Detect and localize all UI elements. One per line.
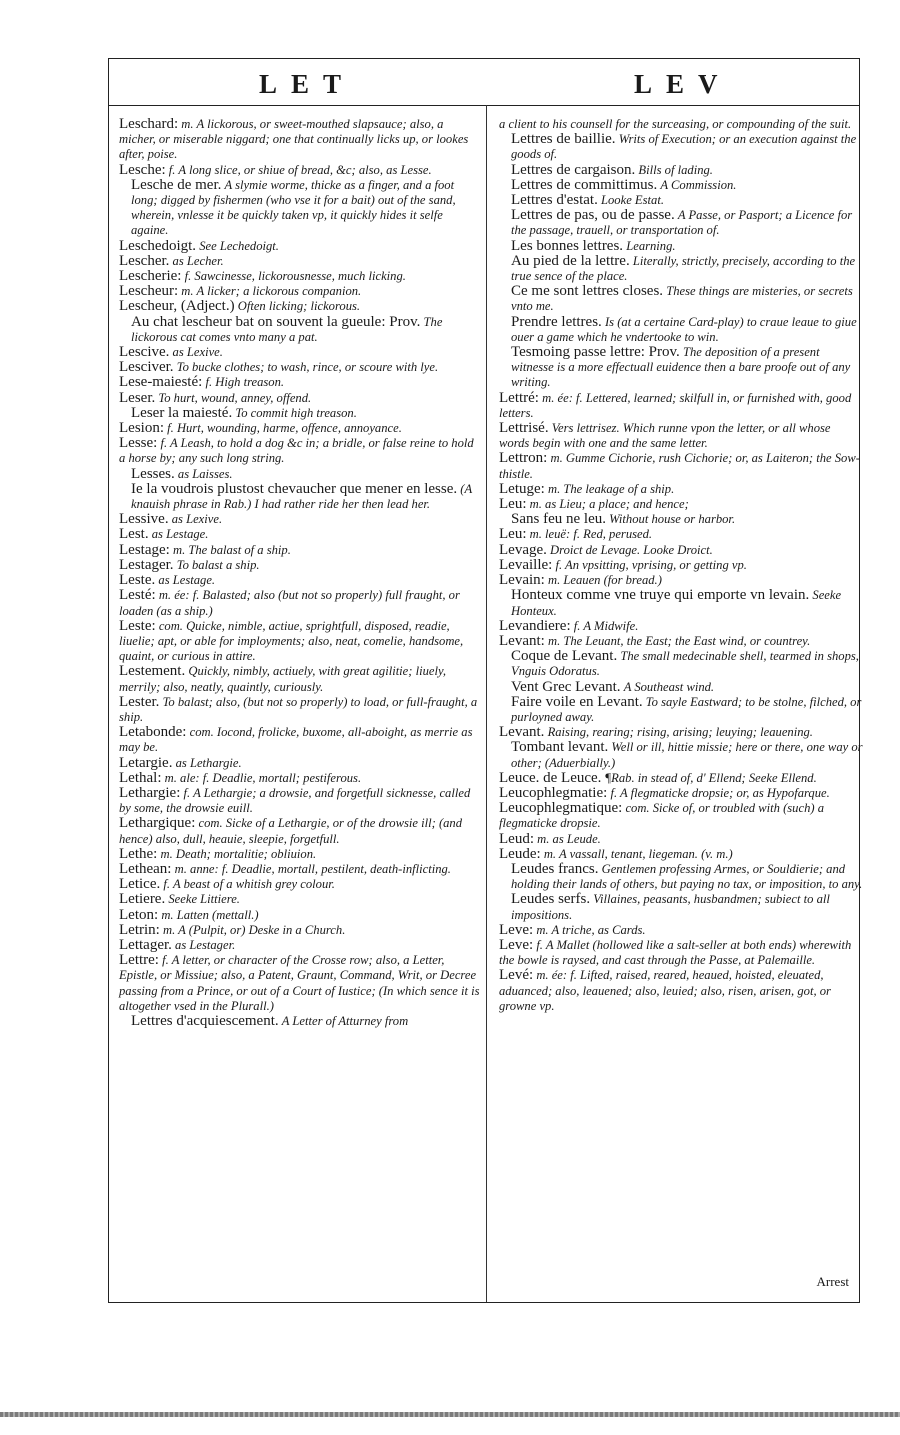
headword: Leser. [119, 389, 156, 406]
dictionary-entry [499, 771, 863, 786]
headword: Au pied de la lettre. [511, 252, 630, 269]
definition: m. ale: f. Deadlie, mortall; pestiferous. [164, 770, 362, 785]
dictionary-entry [499, 239, 863, 254]
dictionary-entry [499, 832, 863, 847]
headword: Leschedoigt. [119, 237, 197, 254]
definition: A Southeast wind. [623, 679, 715, 694]
headword: Honteux comme vne truye qui emporte vn levain. [511, 587, 810, 604]
bottom-edge [0, 1412, 900, 1417]
definition: as Lestage. [158, 573, 216, 588]
definition: See Lechedoigt. [199, 238, 279, 253]
definition: A Passe, or Pasport; a Licence for the passage, trauell, or transportation of. [511, 208, 853, 238]
headword: Faire voile en Levant. [511, 693, 643, 710]
definition: Writs of Execution; or an execution against the goods of. [511, 132, 857, 162]
definition: m. Latten (mettall.) [161, 907, 259, 922]
dictionary-entry [499, 527, 863, 542]
definition: Villaines, peasants, husbandmen; subiect to all impositions. [511, 892, 830, 922]
definition: Well or ill, hittie missie; here or there, one way or other; (Aduerbially.) [511, 740, 863, 770]
dictionary-entry [119, 254, 483, 269]
dictionary-entry [119, 786, 483, 816]
dictionary-entry [119, 588, 483, 618]
dictionary-entry [119, 163, 483, 178]
headword: Lescive. [119, 344, 170, 361]
headword: Letiere. [119, 891, 166, 908]
definition: Raising, rearing; rising, arising; leuying; leauening. [547, 725, 813, 740]
headword: Prendre lettres. [511, 313, 602, 330]
dictionary-entry [499, 680, 863, 695]
dictionary-entry [499, 740, 863, 770]
definition: m. ée: f. Lifted, raised, reared, heaued, hoisted, eleuated, aduanced; also, leauened; also, leuied; also, risen, arisen, got, or growne vp. [499, 968, 831, 1013]
dictionary-entry [119, 664, 483, 694]
dictionary-entry [119, 512, 483, 527]
definition: Seeke Littiere. [168, 892, 240, 907]
left-column [119, 117, 483, 1029]
dictionary-entry [499, 786, 863, 801]
definition: f. A Lethargie; a drowsie, and forgetfull sicknesse, called by some, the drowsie euill. [119, 785, 471, 816]
headword: Levé: [499, 967, 534, 984]
dictionary-entry [499, 391, 863, 421]
dictionary-entry [499, 588, 863, 618]
dictionary-entry [119, 877, 483, 892]
dictionary-entry [499, 649, 863, 679]
definition: m. Gumme Cichorie, rush Cichorie; or, as Laiteron; the Sow-thistle. [499, 451, 860, 481]
dictionary-entry [119, 467, 483, 482]
headword: Leve: [499, 921, 534, 938]
dictionary-entry [499, 573, 863, 588]
dictionary-entry [499, 421, 863, 451]
definition: f. An vpsitting, vprising, or getting vp. [555, 557, 747, 572]
definition: Without house or harbor. [609, 512, 736, 527]
definition: f. Sawcinesse, lickorousnesse, much licking. [184, 269, 406, 284]
headword: Leton: [119, 906, 159, 923]
definition: m. Death; mortalitie; obliuion. [160, 846, 317, 861]
dictionary-entry [499, 543, 863, 558]
dictionary-entry [119, 315, 483, 345]
dictionary-entry [119, 436, 483, 466]
definition: Gentlemen professing Armes, or Souldierie; and holding their lands of others, but paying no tax, or imposition, to any. [511, 861, 863, 892]
definition: To hurt, wound, anney, offend. [158, 390, 312, 405]
headword: Lesse: [119, 435, 158, 452]
dictionary-entry [499, 619, 863, 634]
dictionary-entry [499, 634, 863, 649]
definition: Vers lettrisez. Which runne vpon the letter, or all whose words begin with one and the same letter. [499, 421, 831, 451]
headword: Lettres d'acquiescement. [131, 1012, 279, 1029]
headword: Lescher. [119, 252, 170, 269]
definition: m. as Lieu; a place; and hence; [529, 497, 689, 512]
dictionary-entry [119, 391, 483, 406]
dictionary-entry [119, 908, 483, 923]
dictionary-entry [119, 771, 483, 786]
definition: as Lecher. [172, 253, 224, 268]
headword: Lese-maiesté: [119, 374, 203, 391]
headword: Leste: [119, 617, 156, 634]
definition: To bucke clothes; to wash, rince, or scoure with lye. [176, 360, 439, 375]
dictionary-entry [119, 695, 483, 725]
definition: f. A long slice, or shiue of bread, &c; also, as Lesse. [168, 162, 432, 177]
headword: Lettager. [119, 936, 172, 953]
definition: com. Iocond, frolicke, buxome, all-aboight, as merrie as may be. [119, 725, 473, 755]
headword: Sans feu ne leu. [511, 511, 606, 528]
headword: Leve: [499, 936, 534, 953]
dictionary-entry [119, 573, 483, 588]
definition: Is (at a certaine Card-play) to craue leaue to giue ouer a game which he vndertooke to win. [511, 314, 857, 344]
headword: Lesche: [119, 161, 166, 178]
headword: Lescheur, (Adject.) [119, 298, 235, 315]
definition: m. anne: f. Deadlie, mortall, pestilent, death-inflicting. [174, 861, 451, 876]
headword: Leucophlegmatique: [499, 800, 623, 817]
definition: as Lestager. [175, 937, 236, 952]
headword: Lettres de pas, ou de passe. [511, 207, 675, 224]
headword: Lettres de baillie. [511, 131, 616, 148]
definition: ¶Rab. in stead of, d' Ellend; Seeke Ellend. [604, 770, 817, 785]
headword: Letargie. [119, 754, 173, 771]
dictionary-entry [119, 269, 483, 284]
definition: Literally, strictly, precisely, according to the true sence of the place. [511, 253, 856, 284]
headword: Tesmoing passe lettre: Prov. [511, 344, 680, 361]
definition: A slymie worme, thicke as a finger, and a foot long; digged by fishermen (who vse it for a bait) out of the sand, wherein, vnlesse it be quickly taken vp, it quickly hides it selfe againe. [131, 177, 456, 238]
headword: Lessive. [119, 511, 169, 528]
headword: Lesche de mer. [131, 176, 222, 193]
headword: Letuge: [499, 480, 545, 497]
dictionary-entry [119, 1014, 483, 1029]
definition: com. Quicke, nimble, actiue, sprightfull, disposed, readie, liuelie; apt, or able for imployments; also, neat, comelie, handsome, quaint, or curious in attire. [119, 618, 464, 664]
running-header [109, 59, 859, 106]
headword: Lettrisé. [499, 420, 549, 437]
definition: as Lexive. [172, 345, 223, 360]
headword: Letice. [119, 876, 161, 893]
headword: Lethargique: [119, 815, 196, 832]
headword: Lestement. [119, 663, 186, 680]
definition: To balast a ship. [176, 557, 260, 572]
definition: m. The balast of a ship. [172, 542, 291, 557]
dictionary-entry [119, 953, 483, 1014]
headword: Leuce. de Leuce. [499, 769, 602, 786]
headword: Lettres d'estat. [511, 192, 598, 209]
headword: Lesses. [131, 465, 175, 482]
headword: Vent Grec Levant. [511, 678, 621, 695]
dictionary-entry [499, 254, 863, 284]
dictionary-entry [119, 619, 483, 665]
definition: f. A Mallet (hollowed like a salt-seller at both ends) wherewith the bowle is raysed, and cast through the Passe, at Palemaille. [499, 937, 852, 968]
headword: Levant: [499, 632, 545, 649]
headword: Levage. [499, 541, 547, 558]
dictionary-entry [119, 284, 483, 299]
definition: m. as Leude. [537, 831, 601, 846]
definition: The deposition of a present witnesse is a more effectuall euidence then a bare proofe out of any writing. [511, 345, 851, 390]
definition: m. A vassall, tenant, liegeman. (v. m.) [543, 846, 733, 861]
definition: To sayle Eastward; to be stolne, filched, or purloyned away. [511, 694, 862, 724]
dictionary-entry [499, 695, 863, 725]
dictionary-entry [499, 117, 863, 132]
definition: as Laisses. [177, 466, 233, 481]
headword: Lettré: [499, 389, 539, 406]
headword: Leu: [499, 526, 527, 543]
headword: Leu: [499, 496, 527, 513]
dictionary-entry [119, 527, 483, 542]
dictionary-entry [499, 345, 863, 391]
headword: Lettres de committimus. [511, 176, 658, 193]
dictionary-entry [499, 208, 863, 238]
headword: Lestager. [119, 556, 174, 573]
definition: m. A triche, as Cards. [536, 922, 646, 937]
dictionary-entry [119, 345, 483, 360]
definition: m. Leauen (for bread.) [547, 573, 662, 588]
headword: Ie la voudrois plustost chevaucher que mener en lesse. [131, 480, 458, 497]
headword: Coque de Levant. [511, 648, 618, 665]
dictionary-entry [119, 178, 483, 239]
dictionary-entry [119, 421, 483, 436]
dictionary-entry [119, 558, 483, 573]
definition: m. The leakage of a ship. [547, 481, 675, 496]
headword: Lettres de cargaison. [511, 161, 636, 178]
catchword: Arrest [816, 1274, 849, 1289]
dictionary-entry [119, 117, 483, 163]
headword: Lethal: [119, 769, 162, 786]
dictionary-entry [499, 892, 863, 922]
dictionary-entry [499, 938, 863, 968]
definition: m. The Leuant, the East; the East wind, or countrey. [547, 633, 811, 648]
definition: The small medecinable shell, tearmed in shops, Vnguis Odoratus. [511, 649, 859, 679]
definition: f. High treason. [205, 375, 285, 390]
headword: Au chat lescheur bat on souvent la gueule: Prov. [131, 313, 421, 330]
definition: f. A Leash, to hold a dog &c in; a bridle, or false reine to hold a horse by; any such long string. [119, 436, 474, 466]
dictionary-page [108, 58, 863, 1303]
headword: Leste. [119, 572, 156, 589]
headword: Leud: [499, 830, 534, 847]
headword: Letrin: [119, 921, 160, 938]
headword: Lest. [119, 526, 149, 543]
dictionary-entry [119, 406, 483, 421]
dictionary-entry [499, 163, 863, 178]
headword: Lesion: [119, 420, 164, 437]
dictionary-entry [119, 543, 483, 558]
dictionary-entry [499, 132, 863, 162]
dictionary-entry [499, 193, 863, 208]
definition: Bills of lading. [638, 162, 713, 177]
definition: A Commission. [660, 177, 737, 192]
definition: To commit high treason. [235, 405, 357, 420]
headword: Lesciver. [119, 359, 174, 376]
definition: f. A beast of a whitish grey colour. [163, 877, 335, 892]
dictionary-entry [119, 239, 483, 254]
definition: com. Sicke of a Lethargie, or of the drowsie ill; (and hence) also, dull, heauie, sleepie, forgetfull. [119, 816, 463, 846]
dictionary-entry [119, 756, 483, 771]
header-right: LEV [634, 69, 732, 99]
definition: A Letter of Atturney from [281, 1013, 409, 1028]
dictionary-entry [119, 847, 483, 862]
dictionary-entry [119, 892, 483, 907]
headword: Lethargie: [119, 784, 181, 801]
headword: Leucophlegmatie: [499, 784, 608, 801]
definition: The lickorous cat comes vnto many a pat. [131, 314, 443, 344]
column-divider [486, 105, 487, 1302]
dictionary-entry [499, 725, 863, 740]
definition: m. ée: f. Balasted; also (but not so properly) full fraught, or loaden (as a ship.) [119, 588, 460, 618]
definition: f. A letter, or character of the Crosse row; also, a Letter, Epistle, or Missiue; also, a Patent, Graunt, Command, Writ, or Decree passing from a Prince, or out of a Court of Iustice; (In which sence it is altogether vsed in the Plurall.) [119, 953, 480, 1013]
definition: m. ée: f. Lettered, learned; skilfull in, or furnished with, good letters. [499, 390, 852, 420]
header-left: LET [259, 69, 356, 99]
dictionary-entry [119, 923, 483, 938]
headword: Leudes serfs. [511, 891, 591, 908]
headword: Leude: [499, 845, 541, 862]
definition: f. A Midwife. [573, 618, 639, 633]
definition: m. A licker; a lickorous companion. [181, 284, 362, 299]
definition: Seeke Honteux. [511, 588, 842, 618]
headword: Levaille: [499, 556, 553, 573]
dictionary-entry [119, 725, 483, 755]
definition: a client to his counsell for the surceasing, or compounding of the suit. [499, 117, 852, 131]
headword: Leudes francs. [511, 860, 599, 877]
definition: Quickly, nimbly, actiuely, with great agilitie; liuely, merrily; also, neatly, quaintly, curiously. [119, 664, 447, 694]
definition: To balast; also, (but not so properly) to load, or full-fraught, a ship. [119, 694, 478, 724]
headword: Lethean: [119, 860, 172, 877]
dictionary-entry [499, 451, 863, 481]
dictionary-entry [119, 375, 483, 390]
dictionary-entry [119, 482, 483, 512]
dictionary-entry [499, 512, 863, 527]
definition: Learning. [626, 238, 676, 253]
headword: Leschard: [119, 116, 179, 132]
definition: m. A (Pulpit, or) Deske in a Church. [162, 922, 346, 937]
dictionary-entry [119, 299, 483, 314]
headword: Tombant levant. [511, 739, 609, 756]
definition: m. leuë: f. Red, perused. [529, 527, 653, 542]
headword: Lestage: [119, 541, 170, 558]
dictionary-entry [499, 801, 863, 831]
definition: (A knauish phrase in Rab.) I had rather ride her then lead her. [131, 481, 472, 512]
headword: Lesté: [119, 587, 156, 604]
definition: as Lestage. [151, 527, 209, 542]
headword: Lettre: [119, 952, 159, 969]
dictionary-entry [119, 360, 483, 375]
definition: as Lexive. [171, 512, 223, 527]
headword: Lescherie: [119, 268, 182, 285]
headword: Lescheur: [119, 283, 179, 300]
definition: These things are misteries, or secrets vnto me. [511, 284, 853, 314]
definition: Looke Estat. [601, 193, 664, 208]
definition: m. A lickorous, or sweet-mouthed slapsauce; also, a micher, or miserable niggard; one that continually licks up, or lookes after, poise. [119, 117, 469, 162]
dictionary-entry [119, 816, 483, 846]
headword: Leser la maiesté. [131, 404, 233, 421]
dictionary-entry [499, 284, 863, 314]
headword: Levain: [499, 572, 545, 589]
dictionary-entry [499, 315, 863, 345]
headword: Ce me sont lettres closes. [511, 283, 664, 300]
definition: Droict de Levage. Looke Droict. [550, 542, 713, 557]
dictionary-entry [119, 862, 483, 877]
dictionary-entry [499, 497, 863, 512]
headword: Lettron: [499, 450, 548, 467]
definition: as Lethargie. [175, 755, 242, 770]
definition: com. Sicke of, or troubled with (such) a flegmaticke dropsie. [499, 801, 825, 831]
dictionary-entry [499, 862, 863, 892]
headword: Letabonde: [119, 724, 187, 741]
headword: Lester. [119, 693, 160, 710]
definition: f. Hurt, wounding, harme, offence, annoyance. [167, 421, 402, 436]
dictionary-entry [499, 178, 863, 193]
dictionary-entry [499, 847, 863, 862]
right-column [499, 117, 863, 1014]
headword: Les bonnes lettres. [511, 237, 624, 254]
definition: Often licking; lickorous. [237, 299, 361, 314]
headword: Lethe: [119, 845, 158, 862]
dictionary-entry [499, 482, 863, 497]
definition: f. A flegmaticke dropsie; or, as Hypofarque. [610, 785, 830, 800]
dictionary-entry [119, 938, 483, 953]
headword: Levandiere: [499, 617, 571, 634]
dictionary-entry [499, 558, 863, 573]
headword: Levant. [499, 724, 545, 741]
dictionary-entry [499, 923, 863, 938]
dictionary-entry [499, 968, 863, 1014]
